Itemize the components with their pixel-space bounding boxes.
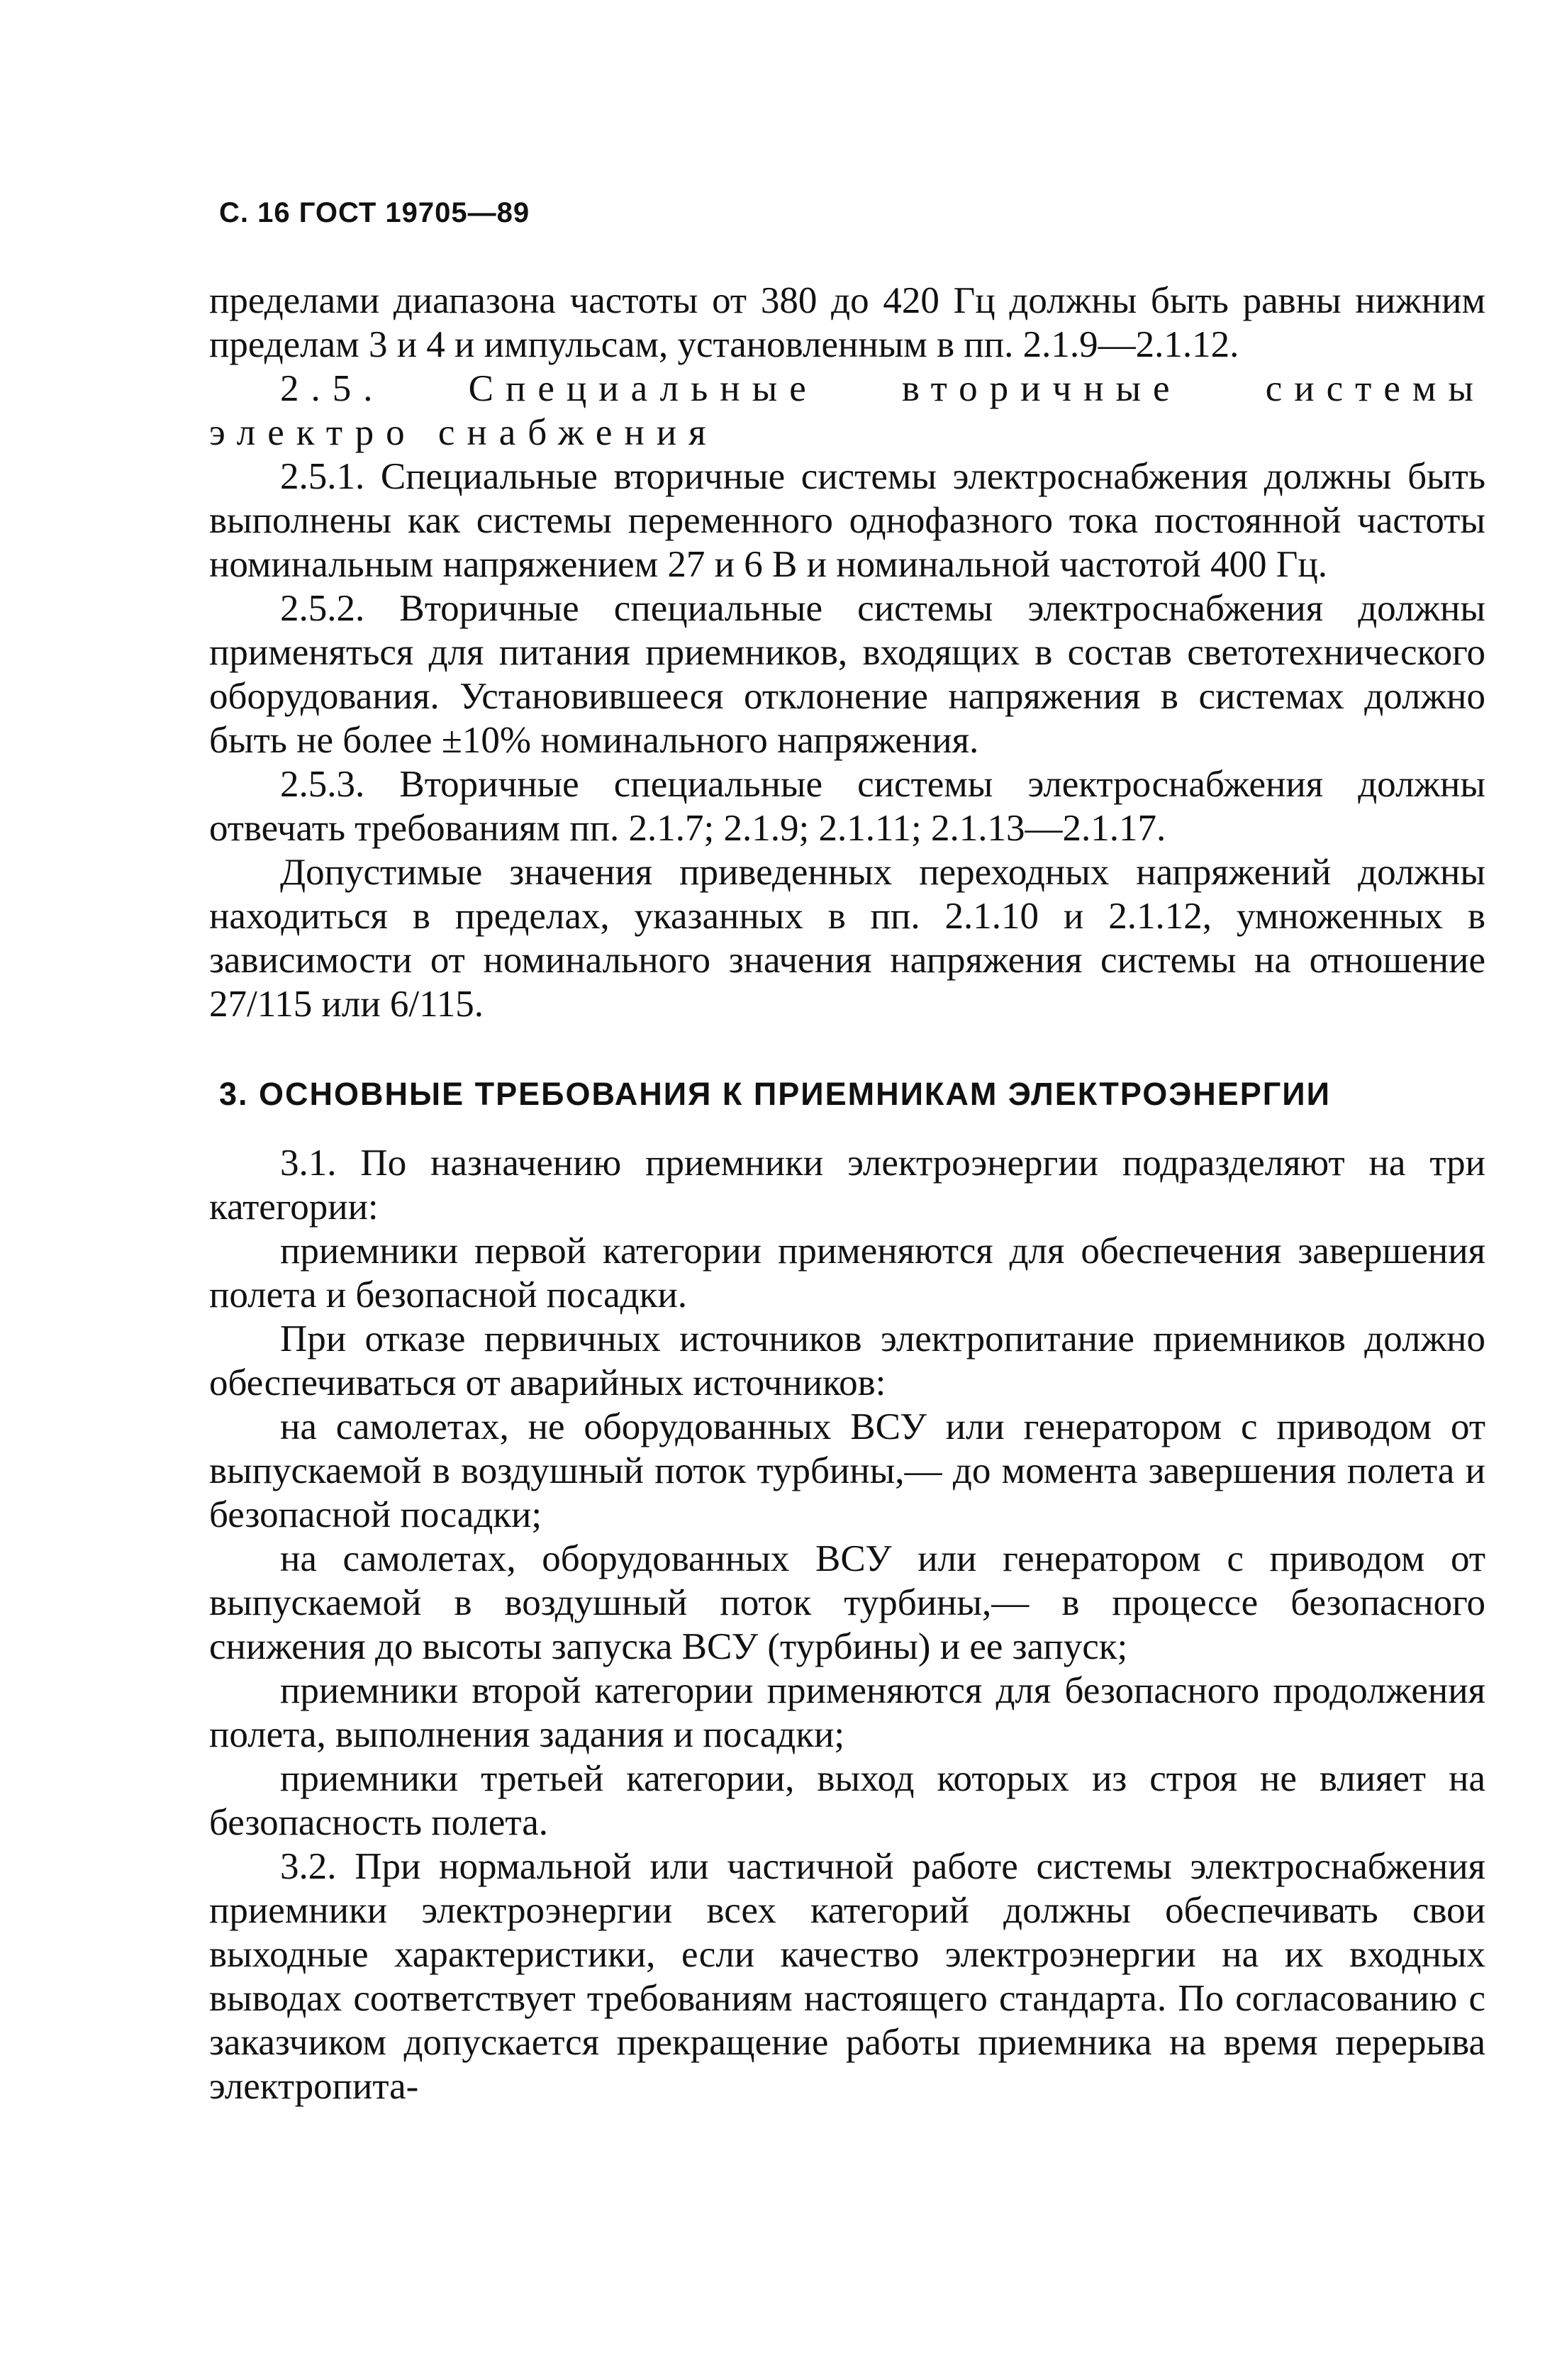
paragraph-2-5-2: 2.5.2. Вторичные специальные системы электроснабжения должны применяться для питания приемников, входящих в состав светотехнического оборудования. Установившееся отклонение напряжения в системах должно быть не более ±10% номинального напряжения. [209,588,1485,761]
paragraph-3-2: 3.2. При нормальной или частичной работе системы электроснабжения приемники электроэнергии всех категорий должны обеспечивать свои выходные характеристики, если качество электроэнергии на их входных выводах соответствует требованиям настоящего стандарта. По согласованию с заказчиком допускается прекращение работы приемника на время перерыва электропита- [209,1846,1485,2107]
paragraph-aircraft-without-apu: на самолетах, не оборудованных ВСУ или генератором с приводом от выпускаемой в воздушный поток турбины,— до момента завершения полета и безопасной посадки; [209,1406,1485,1535]
paragraph-second-category: приемники второй категории применяются для безопасного продолжения полета, выполнения задания и посадки; [209,1670,1485,1755]
paragraph-continuation: пределами диапазона частоты от 380 до 420 Гц должны быть равны нижним пределам 3 и 4 и импульсам, установленным в пп. 2.1.9—2.1.12. [209,280,1485,365]
paragraph-3-1: 3.1. По назначению приемники электроэнергии подразделяют на три категории: [209,1142,1485,1228]
subsection-heading-2-5: 2.5. Специальные вторичные системы электро снабжения [209,368,1485,453]
section-3-title: 3. ОСНОВНЫЕ ТРЕБОВАНИЯ К ПРИЕМНИКАМ ЭЛЕКТРОЭНЕРГИИ [219,1076,1331,1112]
running-header: С. 16 ГОСТ 19705—89 [219,197,530,228]
paragraph-primary-failure: При отказе первичных источников электропитание приемников должно обеспечиваться от аварийных источников: [209,1318,1485,1403]
paragraph-third-category: приемники третьей категории, выход которых из строя не влияет на безопасность полета. [209,1758,1485,1843]
document-page [209,197,1485,2108]
paragraph-aircraft-with-apu: на самолетах, оборудованных ВСУ или генератором с приводом от выпускаемой в воздушный поток турбины,— в процессе безопасного снижения до высоты запуска ВСУ (турбины) и ее запуск; [209,1538,1485,1667]
paragraph-first-category: приемники первой категории применяются для обеспечения завершения полета и безопасной посадки. [209,1230,1485,1316]
paragraph-transient-voltages: Допустимые значения приведенных переходных напряжений должны находиться в пределах, указанных в пп. 2.1.10 и 2.1.12, умноженных в зависимости от номинального значения напряжения системы на отношение 27/115 или 6/115. [209,852,1485,1025]
paragraph-2-5-3: 2.5.3. Вторичные специальные системы электроснабжения должны отвечать требованиям пп. 2.1.7; 2.1.9; 2.1.11; 2.1.13—2.1.17. [209,764,1485,849]
paragraph-2-5-1: 2.5.1. Специальные вторичные системы электроснабжения должны быть выполнены как системы переменного однофазного тока постоянной частоты номинальным напряжением 27 и 6 В и номинальной частотой 400 Гц. [209,456,1485,585]
